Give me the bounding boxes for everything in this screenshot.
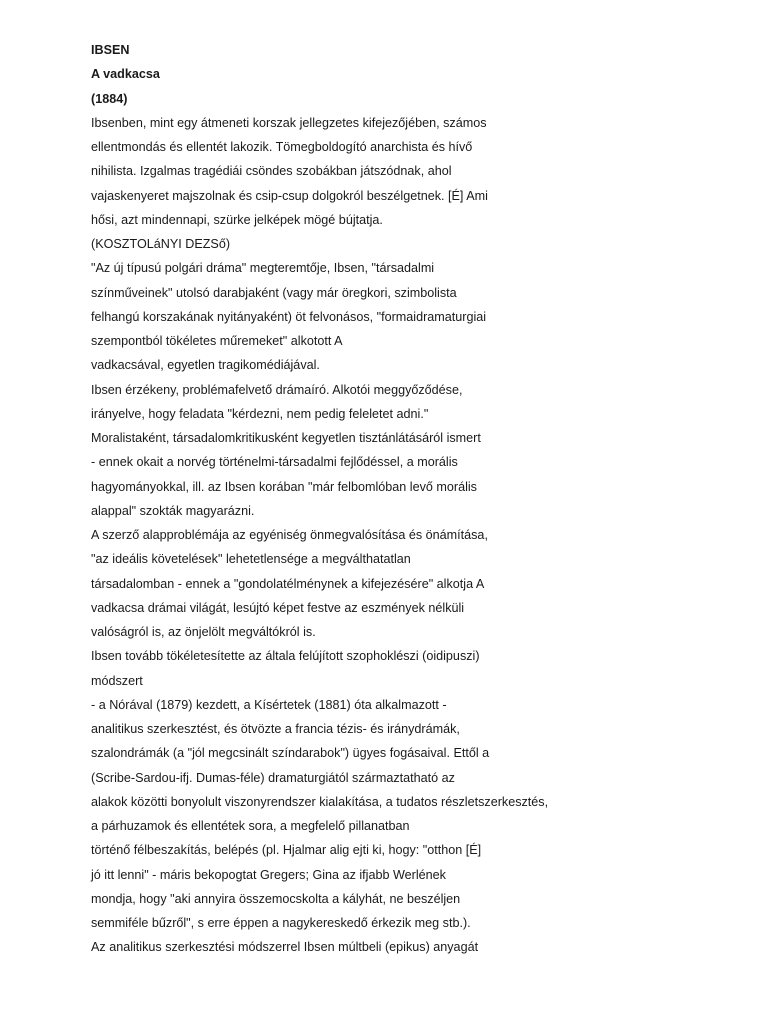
text-line: - a Nórával (1879) kezdett, a Kísértetek (1881) óta alkalmazott -: [91, 697, 447, 712]
text-line: alappal" szokták magyarázni.: [91, 503, 255, 518]
text-line: mondja, hogy "aki annyira összemocskolta a kályhát, ne beszéljen: [91, 891, 461, 906]
text-line: valóságról is, az önjelölt megváltókról is.: [91, 625, 316, 639]
text-line: "az ideális követelések" lehetetlensége a megválthatatlan: [91, 552, 411, 567]
text-line: ellentmondás és ellentét lakozik. Tömegboldogító anarchista és hívő: [91, 140, 473, 154]
text-line: vadkacsával, egyetlen tragikomédiájával.: [91, 358, 320, 373]
text-line: hagyományokkal, ill. az Ibsen korában "már felbomlóban levő morális: [91, 479, 477, 494]
author-heading: IBSEN: [91, 43, 130, 57]
text-line: Ibsenben, mint egy átmeneti korszak jellegzetes kifejezőjében, számos: [91, 115, 487, 130]
text-line: semmiféle bűzről", s erre éppen a nagykereskedő érkezik meg stb.).: [91, 916, 471, 930]
text-line: - ennek okait a norvég történelmi-társadalmi fejlődéssel, a morális: [91, 455, 458, 470]
text-line: irányelve, hogy feladata "kérdezni, nem pedig feleletet adni.": [91, 406, 429, 421]
year-heading: (1884): [91, 91, 128, 106]
text-line: felhangú korszakának nyitányaként) öt felvonásos, "formaidramaturgiai: [91, 309, 487, 324]
text-line: Az analitikus szerkesztési módszerrel Ibsen múltbeli (epikus) anyagát: [91, 940, 479, 955]
text-line: szalondrámák (a "jól megcsinált színdarabok") ügyes fogásaival. Ettől a: [91, 746, 490, 761]
text-line: színműveinek" utolsó darabjaként (vagy már öregkori, szimbolista: [91, 285, 457, 300]
text-line: a párhuzamok és ellentétek sora, a megfelelő pillanatban: [91, 819, 410, 833]
text-line: Ibsen érzékeny, problémafelvető drámaíró. Alkotói meggyőződése,: [91, 382, 463, 397]
text-line: hősi, azt mindennapi, szürke jelképek mögé bújtatja.: [91, 212, 383, 227]
text-line: A szerző alapproblémája az egyéniség önmegvalósítása és önámítása,: [91, 528, 488, 542]
text-line: nihilista. Izgalmas tragédiái csöndes szobákban játszódnak, ahol: [91, 164, 452, 179]
title-heading: A vadkacsa: [91, 67, 160, 82]
text-line: szempontból tökéletes műremeket" alkotott A: [91, 334, 343, 348]
text-line: Moralistaként, társadalomkritikusként kegyetlen tisztánlátásáról ismert: [91, 431, 481, 445]
text-line: történő félbeszakítás, belépés (pl. Hjalmar alig ejti ki, hogy: "otthon [É]: [91, 843, 482, 858]
text-line: módszert: [91, 673, 143, 688]
text-line: társadalomban - ennek a "gondolatélménynek a kifejezésére" alkotja A: [91, 576, 485, 591]
document-page: [91, 38, 751, 960]
text-line: analitikus szerkesztést, és ötvözte a francia tézis- és iránydrámák,: [91, 722, 460, 736]
text-line: "Az új típusú polgári dráma" megteremtője, Ibsen, "társadalmi: [91, 261, 435, 276]
text-line: vajaskenyeret majszolnak és csip-csup dolgokról beszélgetnek. [É] Ami: [91, 188, 488, 203]
text-line: alakok közötti bonyolult viszonyrendszer kialakítása, a tudatos részletszerkesztés,: [91, 794, 549, 809]
text-line: vadkacsa drámai világát, lesújtó képet festve az eszmények nélküli: [91, 600, 465, 615]
text-line: (KOSZTOLáNYI DEZSő): [91, 237, 231, 251]
text-line: jó itt lenni" - máris bekopogtat Gregers; Gina az ifjabb Werlének: [91, 867, 446, 882]
text-line: (Scribe-Sardou-ifj. Dumas-féle) dramaturgiától származtatható az: [91, 770, 455, 785]
body-text: [91, 111, 751, 960]
text-line: Ibsen tovább tökéletesítette az általa felújított szophoklészi (oidipuszi): [91, 649, 480, 664]
